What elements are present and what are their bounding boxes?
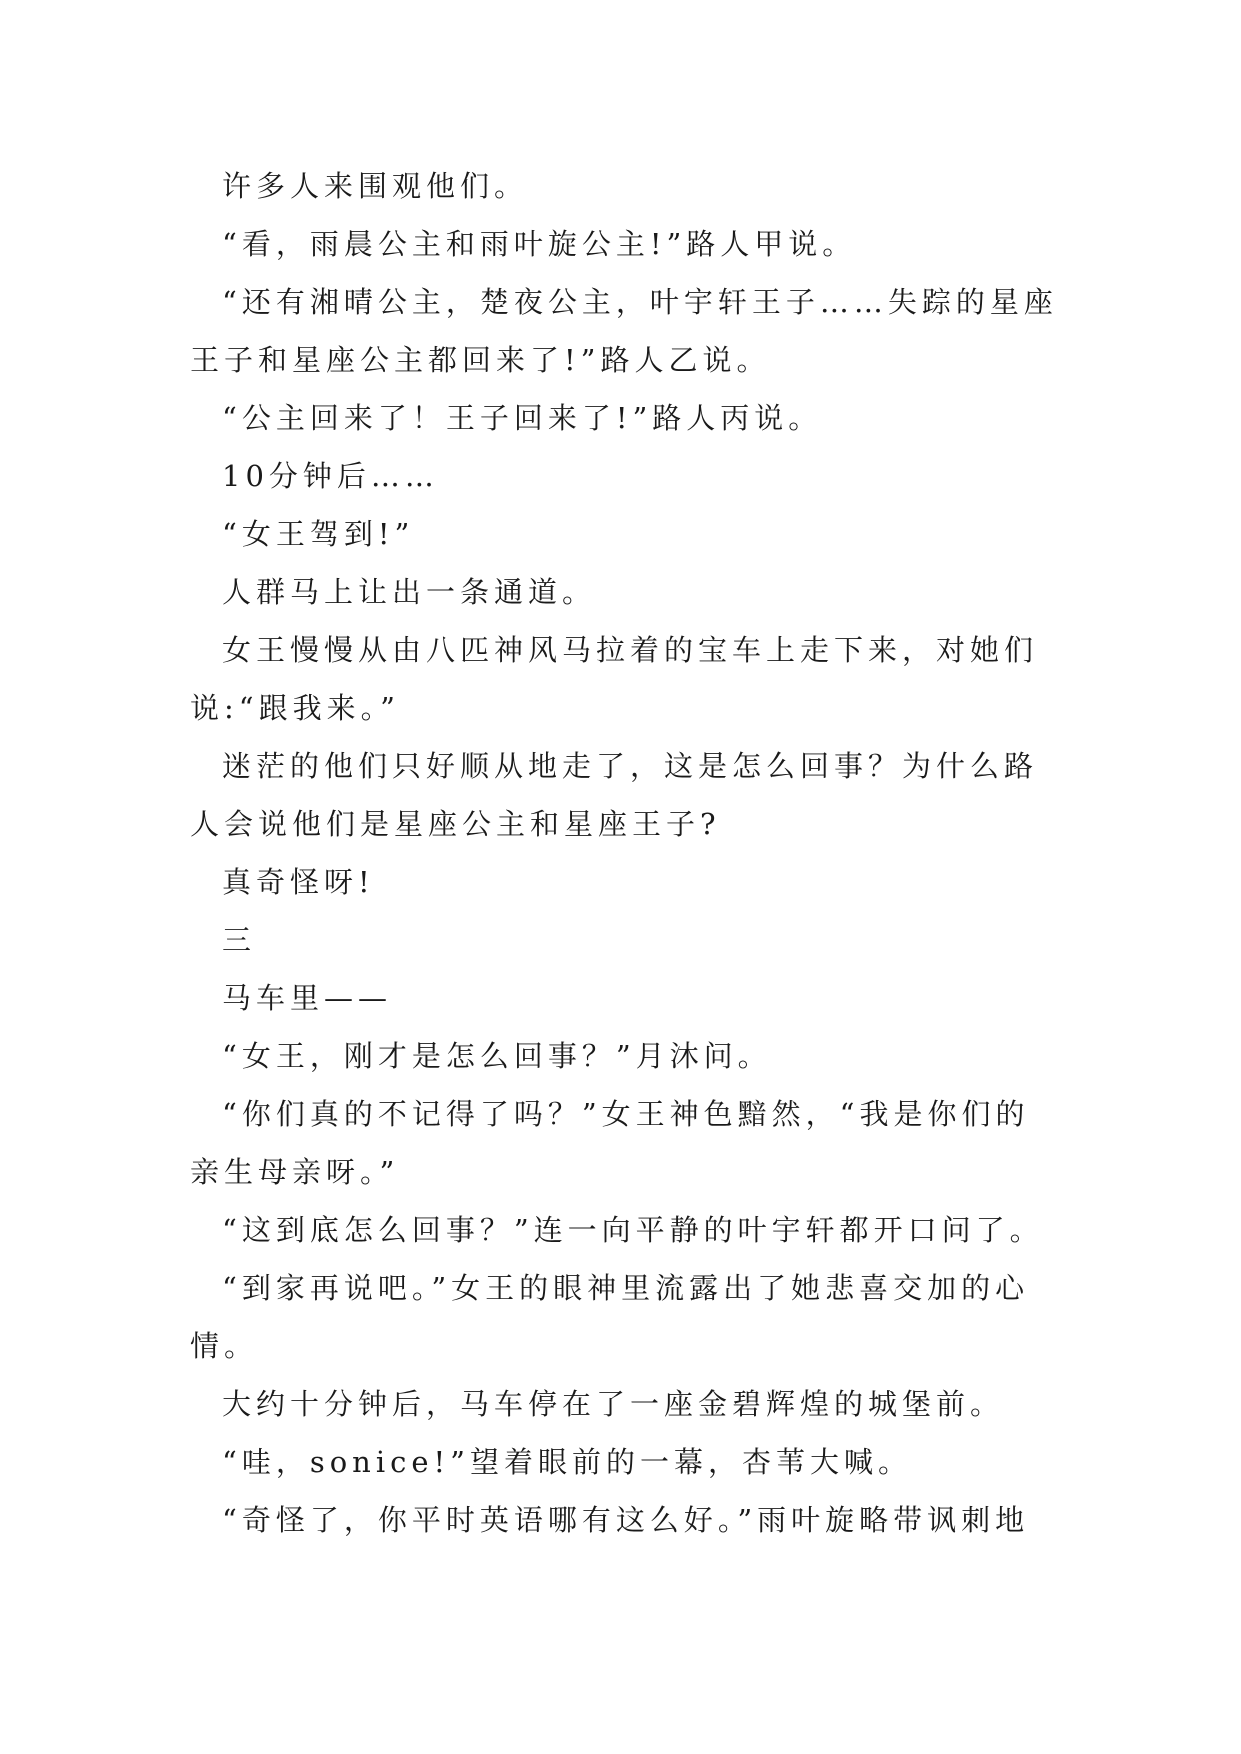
story-text	[190, 157, 1060, 1549]
section-heading: 三	[222, 923, 257, 957]
paragraph: 真奇怪呀!	[222, 865, 375, 899]
paragraph: 马车里——	[222, 981, 393, 1015]
paragraph: 人群马上让出一条通道。	[222, 575, 597, 609]
paragraph: “哇，sonice!”望着眼前的一幕，杏苇大喊。	[222, 1445, 913, 1479]
paragraph: 许多人来围观他们。	[222, 169, 529, 203]
paragraph: “这到底怎么回事？”连一向平静的叶宇轩都开口问了。	[222, 1213, 1044, 1247]
paragraph: 10分钟后……	[222, 459, 439, 493]
paragraph: “公主回来了！王子回来了!”路人丙说。	[222, 401, 823, 435]
paragraph: “到家再说吧。”女王的眼神里流露出了她悲喜交加的心情。	[190, 1271, 1030, 1363]
paragraph: 大约十分钟后，马车停在了一座金碧辉煌的城堡前。	[222, 1387, 1005, 1421]
paragraph: 女王慢慢从由八匹神风马拉着的宝车上走下来，对她们说:“跟我来。”	[190, 633, 1039, 725]
paragraph: “女王，刚才是怎么回事？”月沐问。	[222, 1039, 772, 1073]
paragraph: “还有湘晴公主，楚夜公主，叶宇轩王子……失踪的星座王子和星座公主都回来了!”路人乙说。	[190, 285, 1058, 377]
paragraph: “女王驾到!”	[222, 517, 415, 551]
paragraph: “看，雨晨公主和雨叶旋公主!”路人甲说。	[222, 227, 857, 261]
paragraph: “奇怪了，你平时英语哪有这么好。”雨叶旋略带讽刺地	[222, 1503, 1030, 1537]
paragraph: 迷茫的他们只好顺从地走了，这是怎么回事？为什么路人会说他们是星座公主和星座王子?	[190, 749, 1039, 841]
paragraph: “你们真的不记得了吗？”女王神色黯然，“我是你们的亲生母亲呀。”	[190, 1097, 1030, 1189]
